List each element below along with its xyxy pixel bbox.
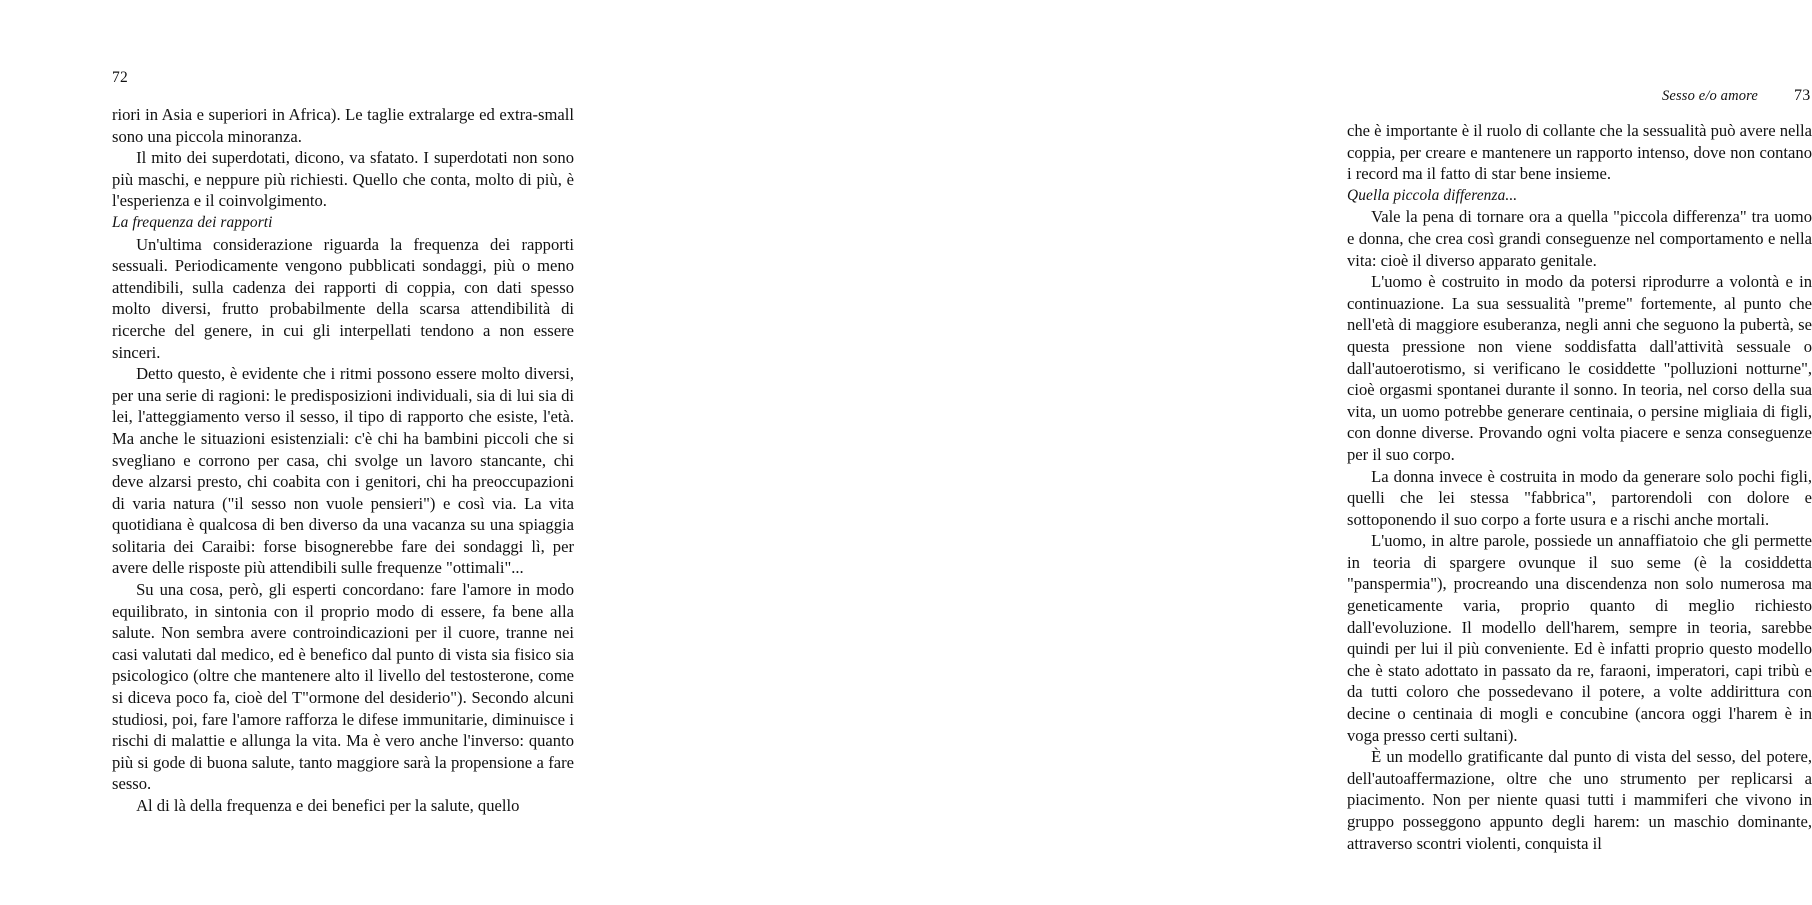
paragraph-continues-next-page: Al di là della frequenza e dei benefici per la salute, quello xyxy=(136,796,520,815)
paragraph: L'uomo, in altre parole, possiede un annaffiatoio che gli permette in teoria di spargere ovunque il suo seme (è la cosiddetta "panspermia"), procreando una discendenza non solo numerosa ma geneticamente varia, proprio quanto di meglio richiesto dall'evoluzione. Il modello dell'harem, sempre in teoria, sarebbe quindi per lui il più conveniente. Ed è infatti proprio questo modello che è stato adottato in passato da re, faraoni, imperatori, capi tribù e da tutti coloro che possedevano il potere, a volte addirittura con decine o centinaia di mogli e concubine (ancora oggi l'harem è in voga presso certi sultani). xyxy=(1347,531,1812,745)
page-recto xyxy=(640,0,1812,905)
running-head-title: Sesso e/o amore xyxy=(1662,88,1758,104)
paragraph: Vale la pena di tornare ora a quella "piccola differenza" tra uomo e donna, che crea così grandi conseguenze nel comportamento e nella vita: cioè il diverso apparato genitale. xyxy=(1347,207,1812,270)
text-column-right xyxy=(1347,120,1812,854)
paragraph: L'uomo è costruito in modo da potersi riprodurre a volontà e in continuazione. La sua sessualità "preme" fortemente, al punto che nell'età di maggiore esuberanza, negli anni che seguono la pubertà, se questa pressione non viene soddisfatta dall'attività sessuale o dall'autoerotismo, si verificano le cosiddette "polluzioni notturne", cioè orgasmi spontanei durante il sonno. In teoria, nel corso della sua vita, un uomo potrebbe generare centinaia, o persine migliaia di figli, con donne diverse. Provando ogni volta piacere e senza conseguenze per il suo corpo. xyxy=(1347,272,1812,464)
page-verso xyxy=(0,0,640,905)
section-subheading: Quella piccola differenza... xyxy=(1347,186,1518,204)
paragraph: La donna invece è costruita in modo da generare solo pochi figli, quelli che lei stessa "fabbrica", partorendoli con dolore e sottoponendo il suo corpo a forte usura e a rischi anche mortali. xyxy=(1347,466,1812,529)
paragraph: Su una cosa, però, gli esperti concordano: fare l'amore in modo equilibrato, in sintonia con il proprio modo di essere, fa bene alla salute. Non sembra avere controindicazioni per il cuore, tranne nei casi valutati dal medico, ed è benefico dal punto di vista sia fisico sia psicologico (oltre che mantenere alto il livello del testosterone, come si diceva poco fa, cioè del T"ormone del desiderio"). Secondo alcuni studiosi, poi, fare l'amore rafforza le difese immunitarie, diminuisce i rischi di malattie e allunga la vita. Ma è vero anche l'inverso: quanto più si gode di buona salute, tanto maggiore sarà la propensione a fare sesso. xyxy=(112,580,574,794)
paragraph: Un'ultima considerazione riguarda la frequenza dei rapporti sessuali. Periodicamente vengono pubblicati sondaggi, più o meno attendibili, sulla cadenza dei rapporti di coppia, con dati spesso molto diversi, frutto probabilmente della scarsa attendibilità di ricerche del genere, in cui gli interpellati tendono a non essere sinceri. xyxy=(112,234,574,362)
paragraph: Detto questo, è evidente che i ritmi possono essere molto diversi, per una serie di ragioni: le predisposizioni individuali, sia di lui sia di lei, l'atteggiamento verso il sesso, il tipo di rapporto che esiste, l'età. Ma anche le situazioni esistenziali: c'è chi ha bambini piccoli che si svegliano e corrono per casa, chi svolge un lavoro stancante, chi deve alzarsi presto, chi coabita con i genitori, chi ha preoccupazioni di varia natura ("il sesso non vuole pensieri") e così via. La vita quotidiana è qualcosa di ben diverso da una vacanza su una spiaggia solitaria dei Caraibi: forse bisognerebbe fare dei sondaggi lì, per avere delle risposte più attendibili sulle frequenze "ottimali"... xyxy=(112,364,574,578)
paragraph: riori in Asia e superiori in Africa). Le taglie extralarge ed extra-small sono una piccola minoranza. xyxy=(112,105,574,146)
text-column-left xyxy=(112,104,574,817)
folio-number-recto: 73 xyxy=(1794,87,1811,104)
paragraph: che è importante è il ruolo di collante che la sessualità può avere nella coppia, per creare e mantenere un rapporto intenso, dove non contano i record ma il fatto di star bene insieme. xyxy=(1347,121,1812,184)
paragraph: Il mito dei superdotati, dicono, va sfatato. I superdotati non sono più maschi, e neppure più richiesti. Quello che conta, molto di più, è l'esperienza e il coinvolgimento. xyxy=(112,148,574,211)
folio-number-verso: 72 xyxy=(112,69,128,86)
section-subheading: La frequenza dei rapporti xyxy=(112,213,273,231)
paragraph-continues-next-page: È un modello gratificante dal punto di vista del sesso, del potere, dell'autoaffermazione, oltre che uno strumento per replicarsi a piacimento. Non per niente quasi tutti i mammiferi che vivono in gruppo posseggono appunto degli harem: un maschio dominante, attraverso scontri violenti, conquista il xyxy=(1347,747,1812,853)
